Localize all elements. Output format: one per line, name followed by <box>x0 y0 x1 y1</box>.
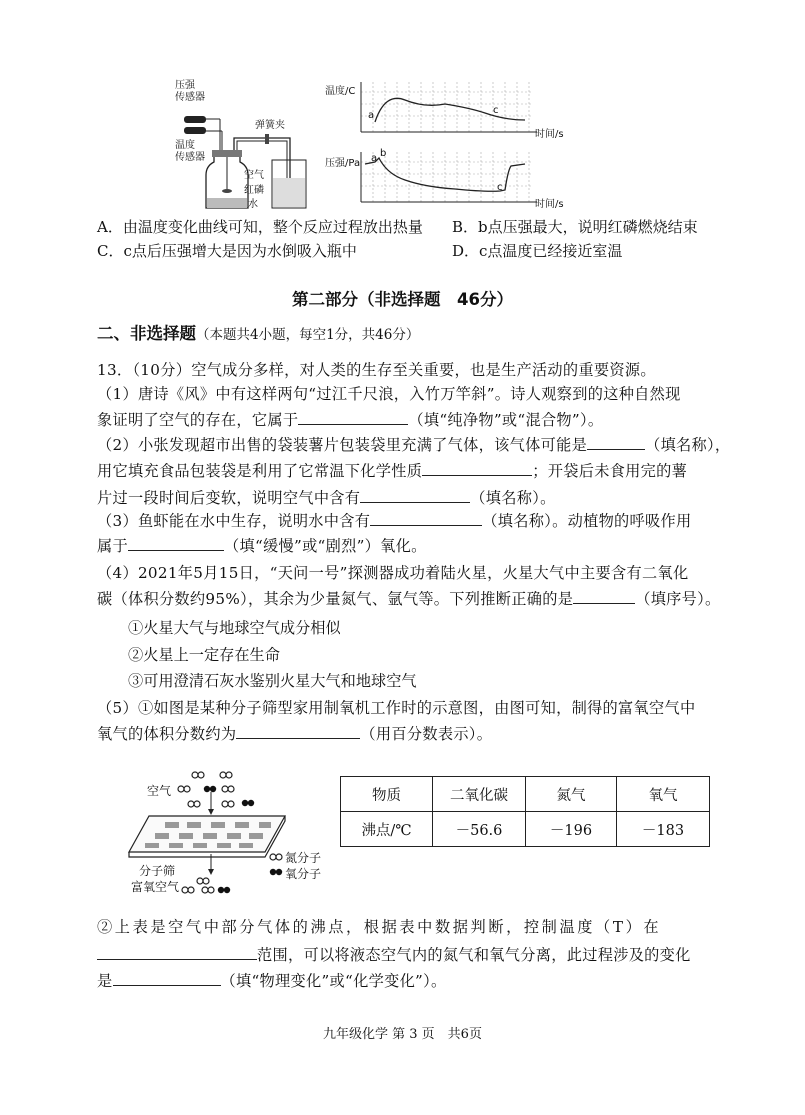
temp-sensor-label: 温度 <box>175 140 195 151</box>
pressure-xlabel: 时间/s <box>535 199 564 210</box>
section-label: 二、非选择题 <box>97 324 196 343</box>
air-label: 空气 <box>244 170 264 181</box>
q13-p2-text-e: 片过一段时间后变软，说明空气中含有 <box>97 489 361 507</box>
pressure-sensor-label: 压强 <box>175 80 195 91</box>
pressure-ylabel: 压强/Pa <box>325 158 361 169</box>
q13-p5-line1: （5）①如图是某种分子筛型家用制氧机工作时的示意图，由图可知，制得的富氧空气中 <box>97 699 696 717</box>
table-header: 二氧化碳 <box>433 777 526 812</box>
answer-blank-6[interactable] <box>128 536 224 551</box>
clip-label: 弹簧夹 <box>255 120 285 131</box>
q13-p5b-line1 <box>97 916 661 937</box>
boiling-point-table <box>340 776 710 847</box>
option-a: A．由温度变化曲线可知，整个反应过程放出热量 <box>97 218 423 236</box>
q13-p5-text-a: 氧气的体积分数约为 <box>97 725 237 743</box>
q13-p5b-line2 <box>97 944 691 965</box>
table-row <box>341 812 710 847</box>
rich-oxygen-label: 富氧空气 <box>131 880 180 894</box>
answer-blank-10[interactable] <box>113 971 221 986</box>
sieve-air-label: 空气 <box>147 784 172 798</box>
q13-p2-text-a: （2）小张发现超市出售的袋装薯片包装袋里充满了气体，该气体可能是 <box>97 436 588 454</box>
table-cell: －56.6 <box>433 812 526 847</box>
answer-blank-2[interactable] <box>587 435 645 450</box>
q13-p2-text-f: （填名称）。 <box>470 489 556 507</box>
q13-p4-line1: （4）2021年5月15日，“天问一号”探测器成功着陆火星，火星大气中主要含有二氧化 <box>97 564 689 582</box>
q13-p1-text-a: 象证明了空气的存在，它属于 <box>97 411 299 429</box>
temp-ylabel: 温度/C <box>325 86 356 97</box>
temperature-graph-plot <box>325 80 570 142</box>
pressure-graph <box>325 150 570 212</box>
q13-p2-text-d: ；开袋后未食用完的薯 <box>532 462 688 480</box>
temp-point-c: c <box>493 105 499 116</box>
section-heading <box>97 320 419 344</box>
page-footer: 九年级化学 第 3 页 共6页 <box>323 1027 482 1042</box>
phosphorus-label: 红磷 <box>244 185 264 196</box>
option-b: B．b点压强最大，说明红磷燃烧结束 <box>452 218 698 236</box>
q13-p3-text-b: （填名称）。动植物的呼吸作用 <box>482 512 692 530</box>
temperature-graph <box>325 80 570 142</box>
q13-p3-text-d: （填“缓慢”或“剧烈”）氧化。 <box>223 537 427 555</box>
table-header: 氧气 <box>617 777 710 812</box>
option-d: D．c点温度已经接近室温 <box>452 242 623 260</box>
table-header: 氮气 <box>526 777 617 812</box>
table-row-label: 沸点/℃ <box>341 812 433 847</box>
pressure-sensor-label-2: 传感器 <box>175 92 205 103</box>
q13-p3-text-c: 属于 <box>97 537 128 555</box>
q13-p5b-text-b: 范围，可以将液态空气内的氮气和氧气分离，此过程涉及的变化 <box>257 946 691 964</box>
section-note: （本题共4小题，每空1分，共46分） <box>196 327 420 343</box>
answer-blank-3[interactable] <box>422 461 532 476</box>
q13-p1-line2 <box>97 409 603 430</box>
nitrogen-molecule-label: 氮分子 <box>285 851 322 865</box>
q13-p5b-text-c: 是 <box>97 972 113 990</box>
q13-p1-line1: （1）唐诗《风》中有这样两句“过江千尺浪，入竹万竿斜”。诗人观察到的这种自然现 <box>97 385 681 403</box>
option-c: C．c点后压强增大是因为水倒吸入瓶中 <box>97 242 357 260</box>
pressure-point-a: a <box>371 153 378 164</box>
table-header: 物质 <box>341 777 433 812</box>
answer-blank-8[interactable] <box>236 724 360 739</box>
table-cell: －196 <box>526 812 617 847</box>
answer-blank-9[interactable] <box>97 945 257 960</box>
part-title: 第二部分（非选择题 46分） <box>292 290 513 309</box>
q13-p3-line1 <box>97 510 692 531</box>
pressure-point-b: b <box>380 148 387 159</box>
water-label: 水 <box>248 199 258 210</box>
q13-p4-text-b: （填序号）。 <box>635 590 721 608</box>
q13-p2-line2 <box>97 460 687 481</box>
table-header-row <box>341 777 710 812</box>
apparatus-figure <box>170 80 320 210</box>
q13-option-3: ③可用澄清石灰水鉴别火星大气和地球空气 <box>128 672 417 690</box>
q13-p2-line3 <box>97 487 556 508</box>
q13-p2-line1 <box>97 434 730 455</box>
q13-p5b-line3 <box>97 970 447 991</box>
pressure-point-c: c <box>497 182 503 193</box>
answer-blank-4[interactable] <box>360 488 470 503</box>
answer-blank-1[interactable] <box>298 410 408 425</box>
answer-blank-7[interactable] <box>573 589 635 604</box>
q13-p4-line2 <box>97 588 721 609</box>
q13-intro: 13．（10分）空气成分多样，对人类的生存至关重要，也是生产活动的重要资源。 <box>97 361 656 379</box>
q13-p2-text-b: （填名称）， <box>645 436 731 454</box>
answer-blank-5[interactable] <box>370 511 482 526</box>
q13-p3-line2 <box>97 535 427 556</box>
q13-option-2: ②火星上一定存在生命 <box>128 646 280 664</box>
temp-sensor-label-2: 传感器 <box>175 152 205 163</box>
q13-p4-text-a: 碳（体积分数约95%），其余为少量氮气、氩气等。下列推断正确的是 <box>97 590 574 608</box>
sieve-label: 分子筛 <box>139 864 176 878</box>
q13-p3-text-a: （3）鱼虾能在水中生存，说明水中含有 <box>97 512 371 530</box>
q13-option-1: ①火星大气与地球空气成分相似 <box>128 619 341 637</box>
q13-p5-line2 <box>97 723 492 744</box>
q13-p1-text-b: （填“纯净物”或“混合物”）。 <box>408 411 604 429</box>
pressure-graph-plot <box>325 150 570 212</box>
q13-p5b-text-d: （填“物理变化”或“化学变化”）。 <box>220 972 447 990</box>
table-cell: －183 <box>617 812 710 847</box>
oxygen-molecule-label: 氧分子 <box>285 867 322 881</box>
temp-point-a: a <box>368 110 375 121</box>
q13-p5-text-b: （用百分数表示）。 <box>360 725 493 743</box>
temp-xlabel: 时间/s <box>535 129 564 140</box>
q13-p2-text-c: 用它填充食品包装袋是利用了它常温下化学性质 <box>97 462 423 480</box>
q13-p5b-text-a: ②上表是空气中部分气体的沸点，根据表中数据判断，控制温度（T）在 <box>97 918 662 936</box>
sieve-figure <box>125 762 335 902</box>
